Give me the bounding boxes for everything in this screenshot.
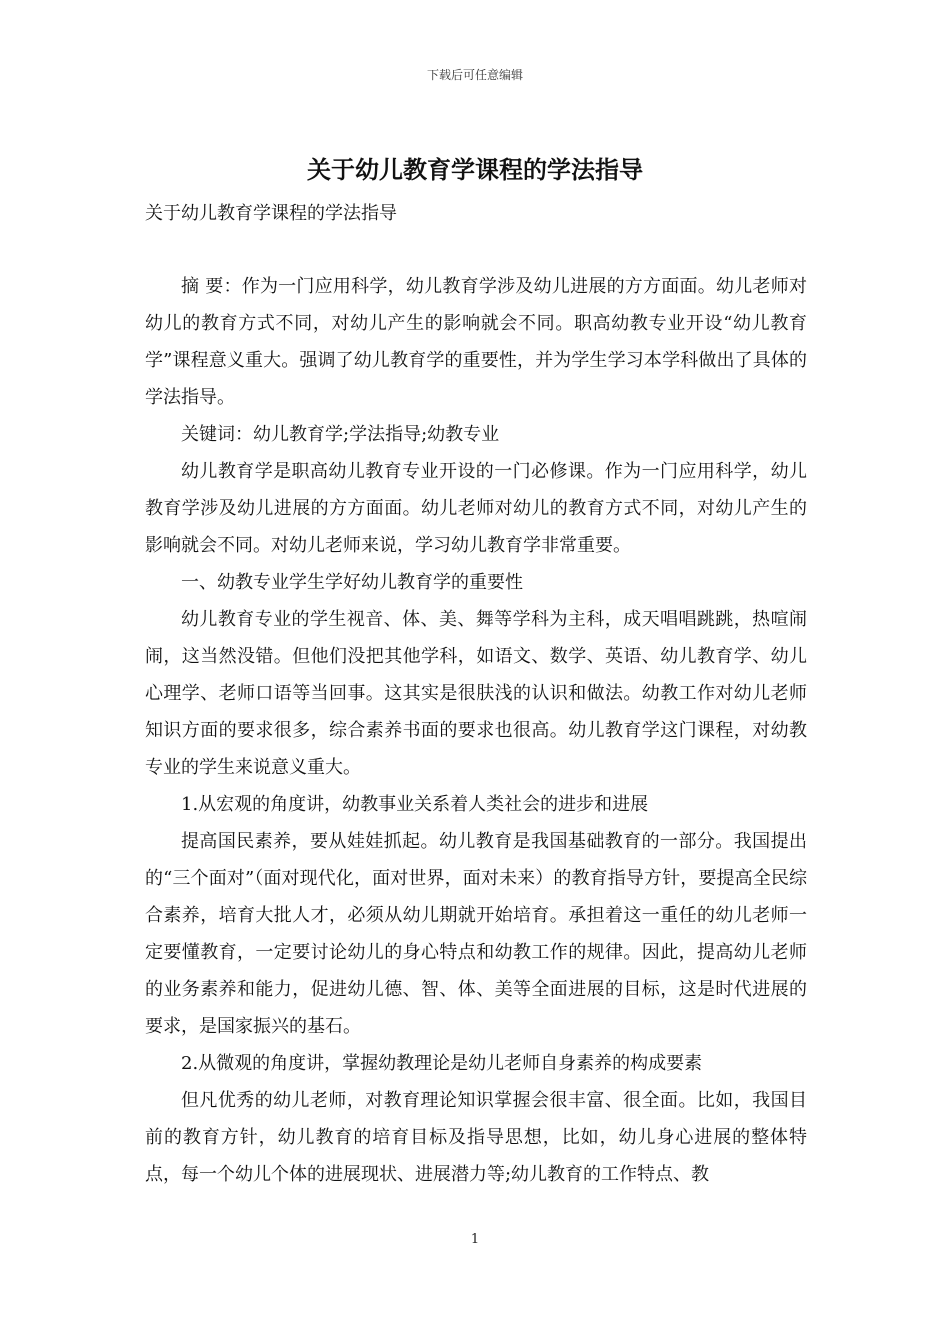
body-paragraph: 提高国民素养，要从娃娃抓起。幼儿教育是我国基础教育的一部分。我国提出的“三个面对”（面对现代化，面对世界，面对未来）的教育指导方针，要提高全民综合素养，培育大批人才，必须从幼儿期就开始培育。承担着这一重任的幼儿老师一定要懂教育，一定要讨论幼儿的身心特点和幼教工作的规律。因此，提高幼儿老师的业务素养和能力，促进幼儿德、智、体、美等全面进展的目标，这是时代进展的要求，是国家振兴的基石。 xyxy=(145,831,807,1037)
body-paragraph: 幼儿教育专业的学生视音、体、美、舞等学科为主科，成天唱唱跳跳，热喧闹闹，这当然没错。但他们没把其他学科，如语文、数学、英语、幼儿教育学、幼儿心理学、老师口语等当回事。这其实是很肤浅的认识和做法。幼教工作对幼儿老师知识方面的要求很多，综合素养书面的要求也很高。幼儿教育学这门课程，对幼教专业的学生来说意义重大。 xyxy=(145,609,807,778)
section-heading-1: 一、幼教专业学生学好幼儿教育学的重要性 xyxy=(181,572,523,593)
body-paragraph: 但凡优秀的幼儿老师，对教育理论知识掌握会很丰富、很全面。比如，我国目前的教育方针，幼儿教育的培育目标及指导思想，比如，幼儿身心进展的整体特点，每一个幼儿个体的进展现状、进展潜力等;幼儿教育的工作特点、教 xyxy=(145,1090,807,1185)
keywords-paragraph: 关键词：幼儿教育学;学法指导;幼教专业 xyxy=(181,424,500,445)
document-body xyxy=(145,268,807,1193)
intro-paragraph: 幼儿教育学是职高幼儿教育专业开设的一门必修课。作为一门应用科学，幼儿教育学涉及幼儿进展的方方面面。幼儿老师对幼儿的教育方式不同，对幼儿产生的影响就会不同。对幼儿老师来说，学习幼儿教育学非常重要。 xyxy=(145,461,807,556)
document-subtitle: 关于幼儿教育学课程的学法指导 xyxy=(145,203,397,224)
abstract-paragraph: 摘 要：作为一门应用科学，幼儿教育学涉及幼儿进展的方方面面。幼儿老师对幼儿的教育方式不同，对幼儿产生的影响就会不同。职高幼教专业开设“幼儿教育学”课程意义重大。强调了幼儿教育学的重要性，并为学生学习本学科做出了具体的学法指导。 xyxy=(145,276,807,408)
document-title: 关于幼儿教育学课程的学法指导 xyxy=(307,155,643,184)
subsection-heading-2: 2.从微观的角度讲，掌握幼教理论是幼儿老师自身素养的构成要素 xyxy=(181,1053,703,1074)
subsection-heading-1: 1.从宏观的角度讲，幼教事业关系着人类社会的进步和进展 xyxy=(181,794,649,815)
page-number: 1 xyxy=(470,1232,480,1247)
header-note: 下载后可任意编辑 xyxy=(426,68,523,82)
